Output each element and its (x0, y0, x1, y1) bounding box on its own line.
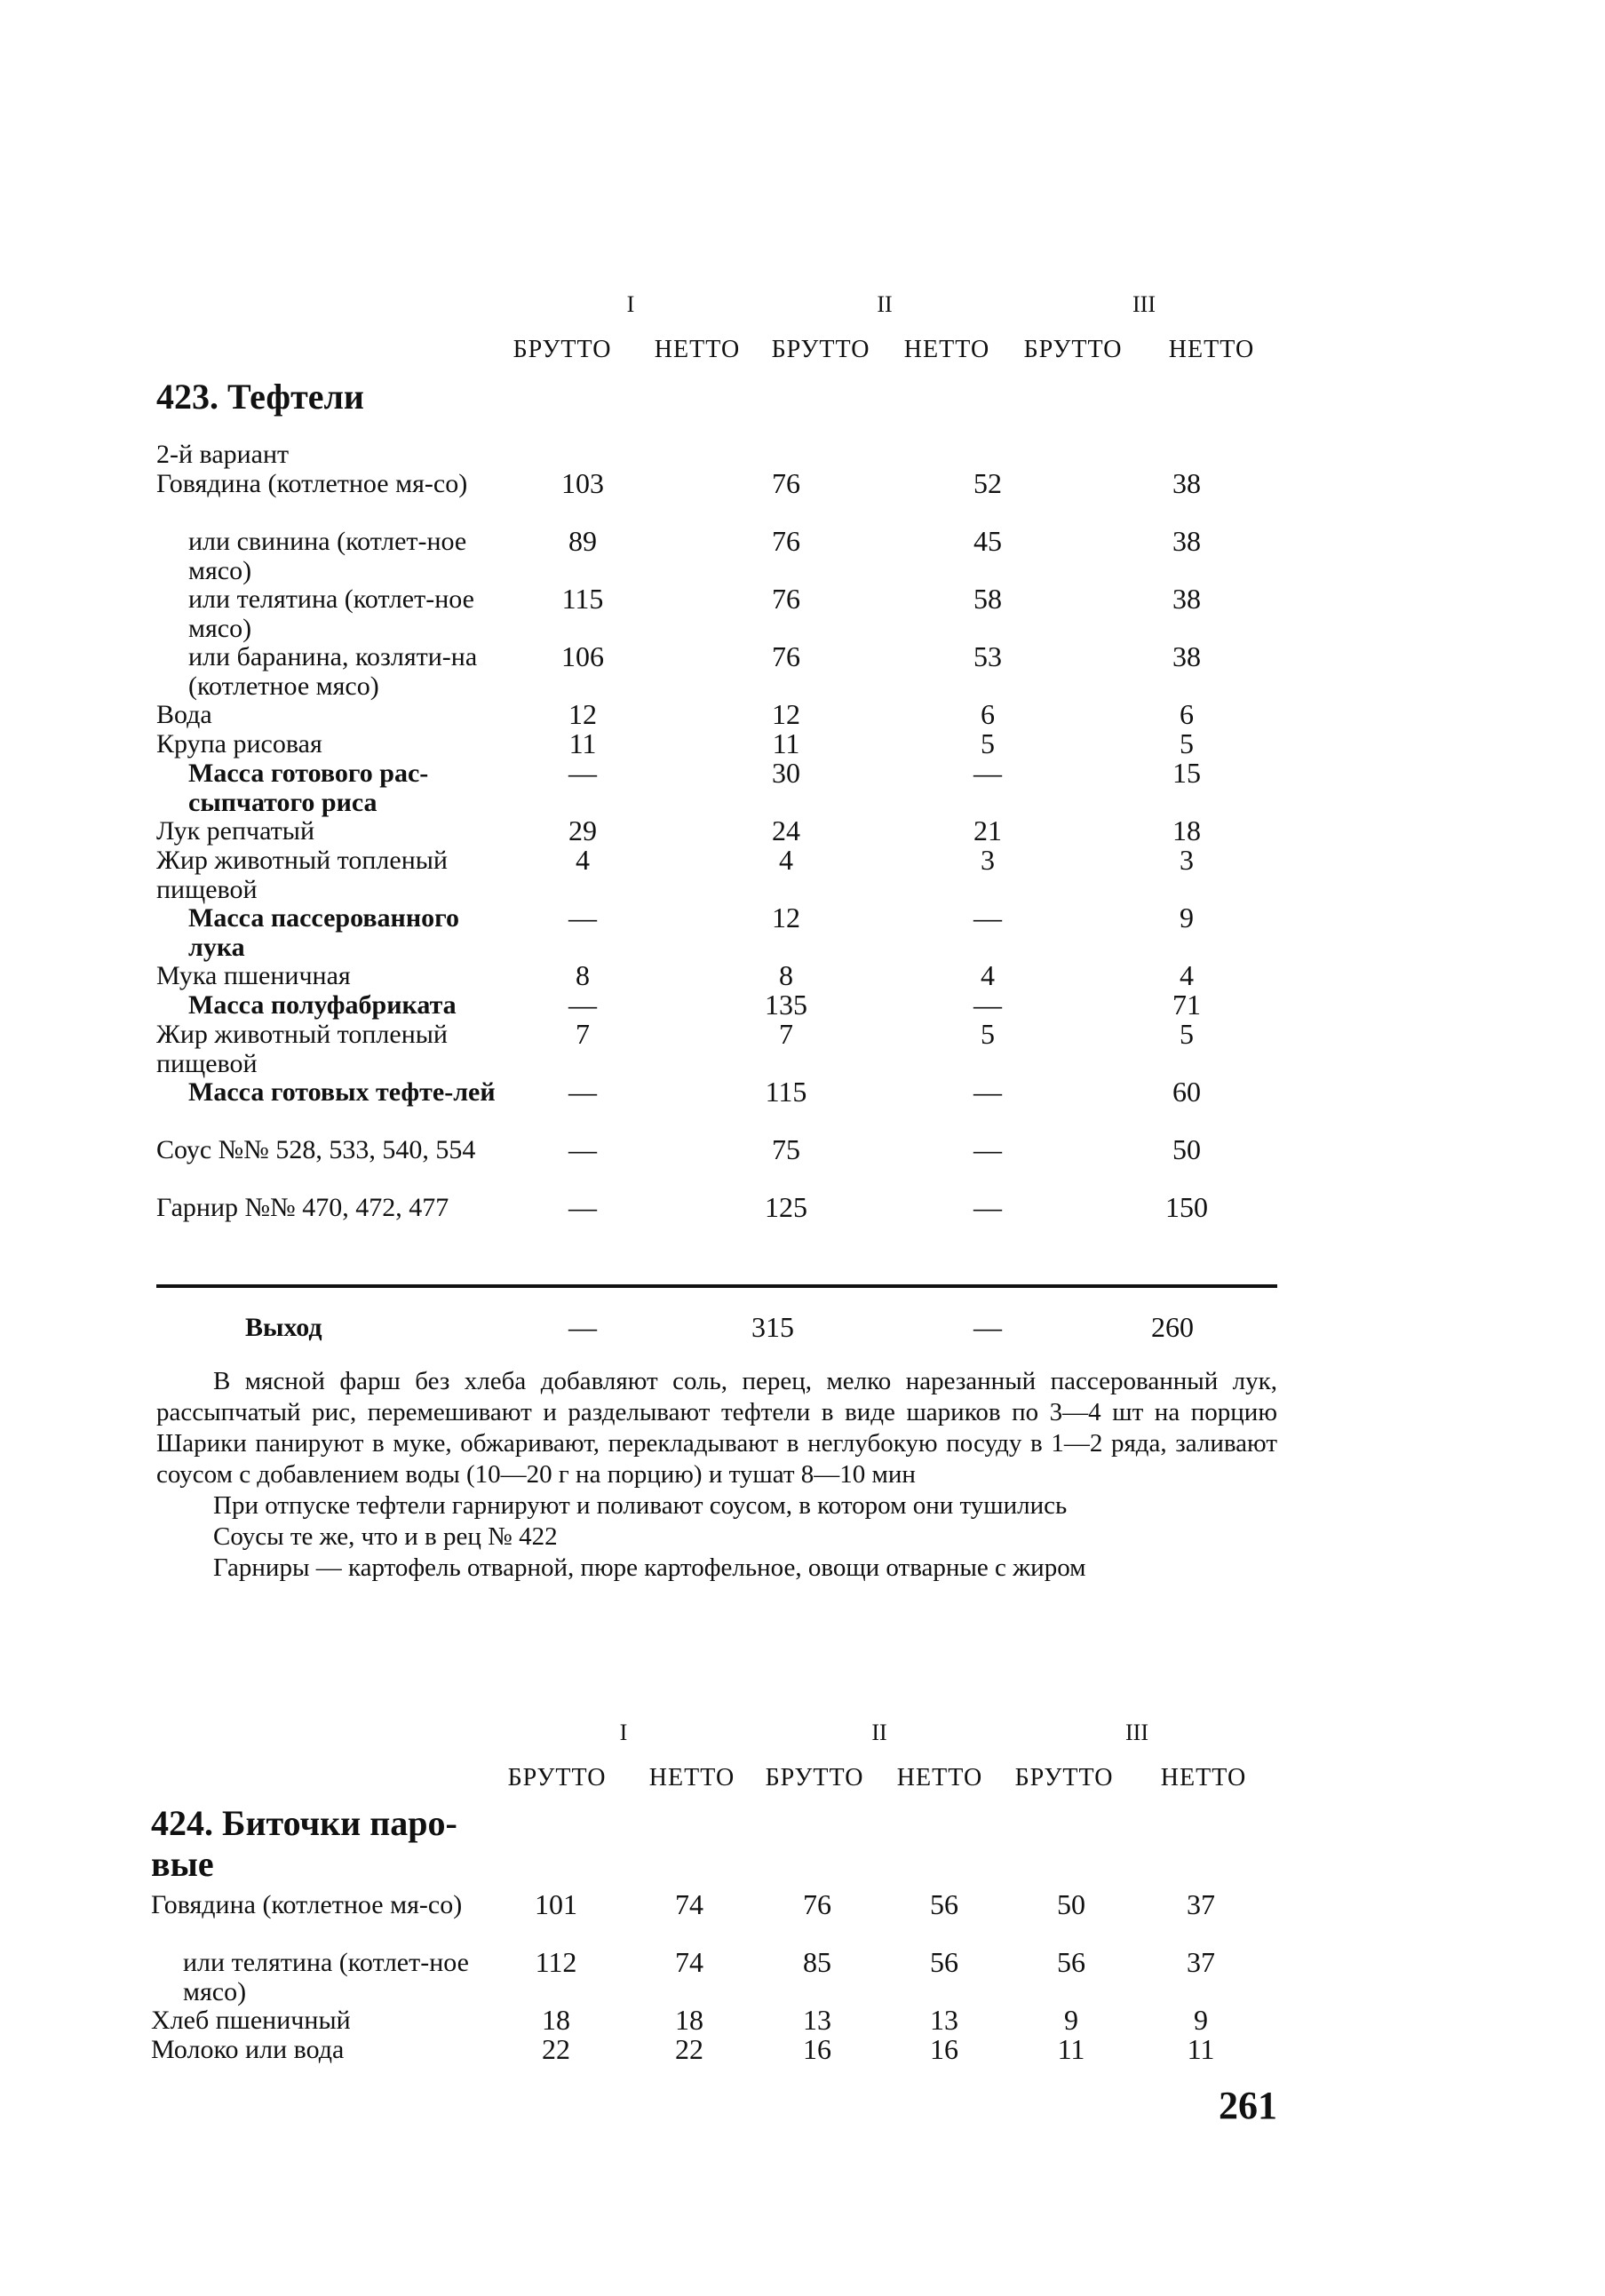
value-cell: 30 (772, 757, 800, 789)
value-cell: 11 (568, 727, 597, 759)
ingredient-name: Гарнир №№ 470, 472, 477 (156, 1193, 449, 1222)
value-cell: 58 (973, 583, 1002, 615)
ingredient-name: или телятина (котлет-ное мясо) (188, 584, 474, 643)
value-cell: 7 (576, 1018, 590, 1050)
column-header: НЕТТО (896, 1764, 983, 1792)
ingredient-name: Мука пшеничная (156, 961, 351, 990)
value-cell: 53 (973, 640, 1002, 672)
column-group-row-423 (0, 291, 1605, 327)
value-cell: 22 (542, 2033, 570, 2065)
column-header-row-423 (0, 336, 1605, 371)
value-cell: — (973, 1191, 1002, 1223)
value-cell: 76 (772, 525, 800, 557)
column-header: НЕТТО (648, 1764, 735, 1792)
value-cell: 76 (772, 467, 800, 499)
value-cell: 21 (973, 814, 1002, 846)
value-cell: 89 (568, 525, 597, 557)
column-header: БРУТТО (1014, 1764, 1114, 1792)
value-cell: 4 (1180, 959, 1194, 991)
value-cell: 11 (1057, 2033, 1085, 2065)
ingredient-name: Масса полуфабриката (188, 990, 457, 1020)
ingredient-name: Жир животный топленый пищевой (156, 1020, 448, 1078)
value-cell: 71 (1172, 989, 1201, 1021)
value-cell: 101 (535, 1888, 577, 1920)
value-cell: — (973, 1076, 1002, 1108)
value-cell: 11 (772, 727, 800, 759)
ingredient-name: Говядина (котлетное мя-со) (151, 1890, 463, 1919)
instruction-paragraph: При отпуске тефтели гарнируют и поливают соусом, в котором они тушились (213, 1491, 1068, 1520)
value-cell: — (568, 757, 597, 789)
column-header: НЕТТО (1160, 1764, 1247, 1792)
ingredient-name: Крупа рисовая (156, 729, 322, 759)
value-cell: 3 (981, 844, 995, 876)
column-header: НЕТТО (1168, 336, 1255, 363)
value-cell: 4 (576, 844, 590, 876)
value-cell: 106 (561, 640, 604, 672)
value-cell: 9 (1180, 902, 1194, 933)
value-cell: 13 (803, 2004, 831, 2036)
value-cell: 11 (1187, 2033, 1215, 2065)
ingredient-name: Жир животный топленый пищевой (156, 846, 448, 904)
value-cell: 76 (772, 583, 800, 615)
column-header: БРУТТО (771, 336, 870, 363)
ingredient-name: Лук репчатый (156, 816, 314, 846)
column-group-label: III (1132, 291, 1156, 317)
column-header: БРУТТО (1023, 336, 1123, 363)
value-cell: 56 (930, 1946, 958, 1978)
value-cell: 56 (930, 1888, 958, 1920)
recipe-title: 424. Биточки паро-вые (151, 1803, 457, 1884)
value-cell: 315 (751, 1311, 794, 1343)
ingredient-name: Молоко или вода (151, 2035, 345, 2064)
value-cell: 16 (930, 2033, 958, 2065)
value-cell: 9 (1194, 2004, 1208, 2036)
column-group-label: I (619, 1720, 628, 1745)
value-cell: 18 (542, 2004, 570, 2036)
value-cell: 5 (1180, 727, 1194, 759)
value-cell: — (568, 902, 597, 933)
column-header: БРУТТО (512, 336, 612, 363)
value-cell: 260 (1151, 1311, 1194, 1343)
value-cell: 74 (675, 1888, 703, 1920)
value-cell: 4 (779, 844, 793, 876)
ingredient-name: Говядина (котлетное мя-со) (156, 469, 468, 498)
value-cell: 37 (1187, 1888, 1215, 1920)
value-cell: — (973, 757, 1002, 789)
value-cell: 38 (1172, 583, 1201, 615)
yield-label: Выход (245, 1313, 322, 1342)
value-cell: 16 (803, 2033, 831, 2065)
instruction-paragraph: В мясной фарш без хлеба добавляют соль, перец, мелко нарезанный пассерованный лук, рассыпчатый рис, перемешивают и разделывают тефтели в виде шариков по 3—4 шт на порцию Шарики панируют в муке, обжаривают, перекладывают в неглубокую посуду в 1—2 ряда, заливают соусом с добавлением воды (10—20 г на порцию) и тушат 8—10 мин (156, 1367, 1277, 1489)
value-cell: — (568, 1311, 597, 1343)
column-header: БРУТТО (507, 1764, 607, 1792)
value-cell: 135 (765, 989, 807, 1021)
ingredient-name: Соус №№ 528, 533, 540, 554 (156, 1135, 476, 1164)
value-cell: 85 (803, 1946, 831, 1978)
value-cell: 5 (1180, 1018, 1194, 1050)
value-cell: — (973, 989, 1002, 1021)
value-cell: 75 (772, 1133, 800, 1165)
column-header: БРУТТО (765, 1764, 864, 1792)
ingredient-name: или телятина (котлет-ное мясо) (183, 1948, 469, 2006)
recipe-title: 423. Тефтели (156, 377, 364, 417)
value-cell: 8 (779, 959, 793, 991)
value-cell: — (568, 1133, 597, 1165)
ingredient-name: Масса пассерованного лука (188, 903, 459, 962)
value-cell: 76 (772, 640, 800, 672)
value-cell: — (973, 1311, 1002, 1343)
ingredient-name: Масса готовых тефте-лей (188, 1077, 496, 1107)
value-cell: 150 (1165, 1191, 1208, 1223)
value-cell: 50 (1172, 1133, 1201, 1165)
ingredient-name: или свинина (котлет-ное мясо) (188, 527, 467, 585)
ingredient-name: Хлеб пшеничный (151, 2006, 351, 2035)
value-cell: 8 (576, 959, 590, 991)
value-cell: 5 (981, 727, 995, 759)
value-cell: — (973, 902, 1002, 933)
column-header: НЕТТО (654, 336, 741, 363)
value-cell: 6 (1180, 698, 1194, 730)
value-cell: 12 (772, 902, 800, 933)
value-cell: 4 (981, 959, 995, 991)
ingredient-name: или баранина, козляти-на (котлетное мясо) (188, 642, 478, 701)
value-cell: 12 (568, 698, 597, 730)
instruction-paragraph: Гарниры — картофель отварной, пюре картофельное, овощи отварные с жиром (213, 1553, 1086, 1582)
value-cell: 125 (765, 1191, 807, 1223)
value-cell: 76 (803, 1888, 831, 1920)
value-cell: 56 (1057, 1946, 1085, 1978)
value-cell: — (568, 1191, 597, 1223)
recipe-instructions (156, 1366, 1277, 1584)
instruction-paragraph: Соусы те же, что и в рец № 422 (213, 1522, 558, 1551)
column-header: НЕТТО (903, 336, 990, 363)
value-cell: 112 (535, 1946, 577, 1978)
value-cell: 29 (568, 814, 597, 846)
column-group-label: I (626, 291, 635, 317)
value-cell: — (568, 1076, 597, 1108)
page-number: 261 (1219, 2084, 1277, 2127)
value-cell: 103 (561, 467, 604, 499)
value-cell: 22 (675, 2033, 703, 2065)
value-cell: 13 (930, 2004, 958, 2036)
column-group-row-424 (0, 1720, 1605, 1755)
value-cell: 9 (1064, 2004, 1078, 2036)
value-cell: 60 (1172, 1076, 1201, 1108)
value-cell: 38 (1172, 640, 1201, 672)
value-cell: 12 (772, 698, 800, 730)
value-cell: 115 (561, 583, 604, 615)
table-rule (156, 1284, 1277, 1288)
value-cell: 38 (1172, 525, 1201, 557)
column-header-row-424 (0, 1764, 1605, 1799)
value-cell: 115 (765, 1076, 807, 1108)
value-cell: 7 (779, 1018, 793, 1050)
column-group-label: III (1125, 1720, 1148, 1745)
value-cell: — (973, 1133, 1002, 1165)
value-cell: 3 (1180, 844, 1194, 876)
value-cell: 24 (772, 814, 800, 846)
value-cell: — (568, 989, 597, 1021)
ingredient-name: Масса готового рас-сыпчатого риса (188, 759, 429, 817)
column-group-label: II (871, 1720, 887, 1745)
value-cell: 18 (675, 2004, 703, 2036)
value-cell: 74 (675, 1946, 703, 1978)
value-cell: 5 (981, 1018, 995, 1050)
value-cell: 52 (973, 467, 1002, 499)
value-cell: 38 (1172, 467, 1201, 499)
ingredient-name: Вода (156, 700, 212, 729)
value-cell: 15 (1172, 757, 1201, 789)
value-cell: 6 (981, 698, 995, 730)
column-group-label: II (877, 291, 893, 317)
value-cell: 37 (1187, 1946, 1215, 1978)
value-cell: 45 (973, 525, 1002, 557)
value-cell: 50 (1057, 1888, 1085, 1920)
ingredient-name: 2-й вариант (156, 440, 290, 469)
value-cell: 18 (1172, 814, 1201, 846)
